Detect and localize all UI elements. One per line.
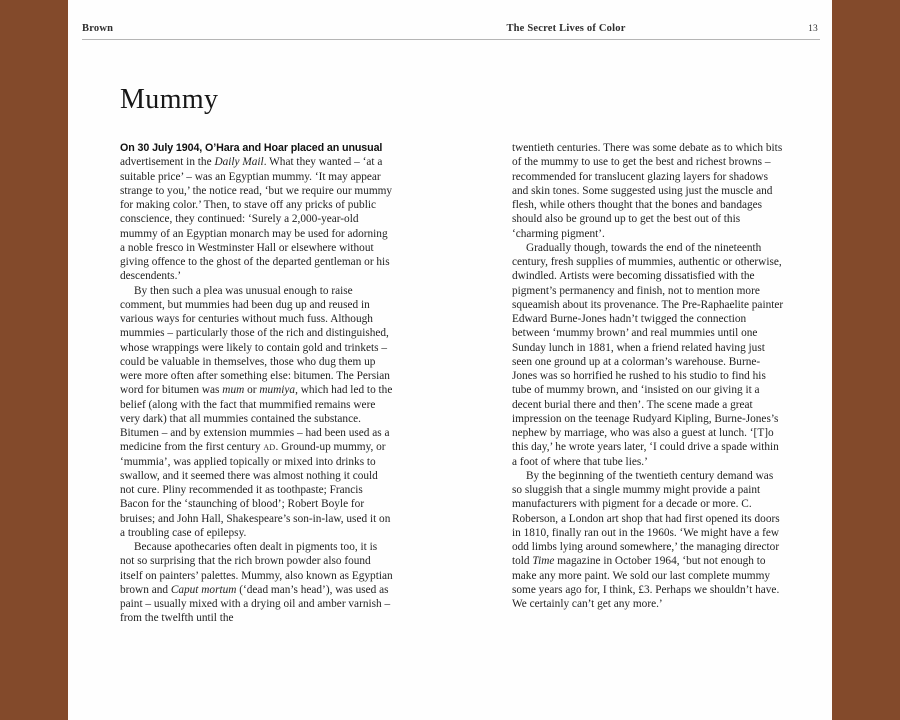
body-text: By the beginning of the twentieth century demand was so sluggish that a single mummy might provide a paint manufacturers with pigment for a decade or more. C. Roberson, a London art shop that had first opened its doors in 1810, finally ran out in the 1960s. ‘We might have a few odd limbs lying around somewhere,’ the managing director told bbox=[512, 469, 780, 568]
italic-text: Caput mortum bbox=[170, 583, 237, 596]
body-text: . Ground-up mummy, or ‘mummia’, was applied topically or mixed into drinks to swallow, and it seemed there was almost nothing it could not cure. Pliny recommended it as toothpaste; Francis Bacon for the ‘staunching of blood’; Robert Boyle for bruises; and John Hall, Shakespeare’s son-in-law, used it on a troubling case of epilepsy. bbox=[120, 441, 391, 539]
body-text: or bbox=[244, 384, 260, 397]
page-number: 13 bbox=[808, 24, 818, 34]
body-text: , which had led to the belief (along with the fact that mummified remains were very dark) that all mummies contained the substance. Bitumen – and by extension mummies – had been used as a medicine from the first century bbox=[120, 384, 393, 454]
italic-text: Time bbox=[532, 555, 555, 568]
body-text: . What they wanted – ‘at a suitable price’ – was an Egyptian mummy. ‘It may appear strange to you,’ the notice read, ‘but we require our mummy for making color.’ Then, to stave off any pricks of public conscience, they continued: ‘Surely a 2,000-year-old mummy of an Egyptian monarch may be used for adorning a noble fresco in Westminster Hall or elsewhere without giving offence to the ghost of the departed gentleman or his descendents.’ bbox=[120, 156, 393, 283]
body-text: twentieth centuries. There was some debate as to which bits of the mummy to use to get the best and richest browns – recommended for translucent glazing layers for shadows and skin tones. Some suggested using just the muscle and flesh, while others thought that the bones and bandages should also be ground up to get the best out of this ‘charming pigment’. bbox=[512, 142, 783, 240]
body-text: Gradually though, towards the end of the nineteenth century, fresh supplies of mummies, authentic or otherwise, dwindled. Artists were becoming dissatisfied with the pigment’s permanency and finish, not to mention more squeamish about its provenance. The Pre-Raphaelite painter Edward Burne-Jones hadn’t twigged the connection between ‘mummy brown’ and real mummies until one Sunday lunch in 1881, when a friend related having just seen one ground up at a colorman’s warehouse. Burne-Jones was so horrified he rushed to his studio to find his tube of mummy brown, and ‘insisted on our giving it a decent burial there and then’. The scene made a great impression on the teenage Rudyard Kipling, Burne-Jones’s nephew by marriage, who was also a guest at lunch. ‘[T]o this day,’ he wrote years later, ‘I could drive a spade within a foot of where that tube lies.’ bbox=[512, 241, 784, 468]
chapter-title: Mummy bbox=[120, 84, 219, 115]
body-text: magazine in October 1964, ‘but not enough to make any more paint. We sold our last complete mummy some years ago for, I think, £3. Perhaps we shouldn’t have. We certainly can’t get any more.’ bbox=[512, 555, 780, 610]
right-brown-border bbox=[832, 0, 900, 720]
paragraph bbox=[512, 241, 785, 469]
running-head-book-title: The Secret Lives of Color bbox=[506, 23, 626, 34]
book-page bbox=[68, 0, 832, 720]
running-head bbox=[82, 23, 820, 40]
running-head-chapter: Brown bbox=[82, 23, 114, 34]
paragraph bbox=[120, 284, 393, 541]
body-text: advertisement in the bbox=[120, 156, 215, 169]
text-column-right bbox=[512, 141, 785, 611]
left-brown-border bbox=[0, 0, 68, 720]
paragraph bbox=[120, 141, 393, 284]
paragraph bbox=[120, 540, 393, 626]
bold-lead-text: On 30 July 1904, O’Hara and Hoar placed an unusual bbox=[120, 142, 383, 154]
body-text: ad bbox=[263, 441, 276, 454]
italic-text: mum bbox=[222, 384, 245, 397]
body-text: By then such a plea was unusual enough to raise comment, but mummies had been dug up and reused in various ways for centuries without much fuss. Although mummies – particularly those of the rich and distinguished, whose wrappings were likely to contain gold and trinkets – could be valuable in themselves, those who dug them up were more often after something else: bitumen. The Persian word for bitumen was bbox=[120, 284, 390, 397]
body-text: Because apothecaries often dealt in pigments too, it is not so surprising that the rich brown powder also found itself on painters’ palettes. Mummy, also known as Egyptian brown and bbox=[120, 541, 393, 596]
italic-text: Daily Mail bbox=[214, 156, 264, 169]
paragraph bbox=[512, 141, 785, 241]
text-column-left bbox=[120, 141, 393, 626]
body-text: (‘dead man’s head’), was used as paint – usually mixed with a drying oil and amber varnish – from the twelfth until the bbox=[120, 583, 391, 625]
italic-text: mumiya bbox=[259, 384, 296, 397]
paragraph bbox=[512, 469, 785, 612]
